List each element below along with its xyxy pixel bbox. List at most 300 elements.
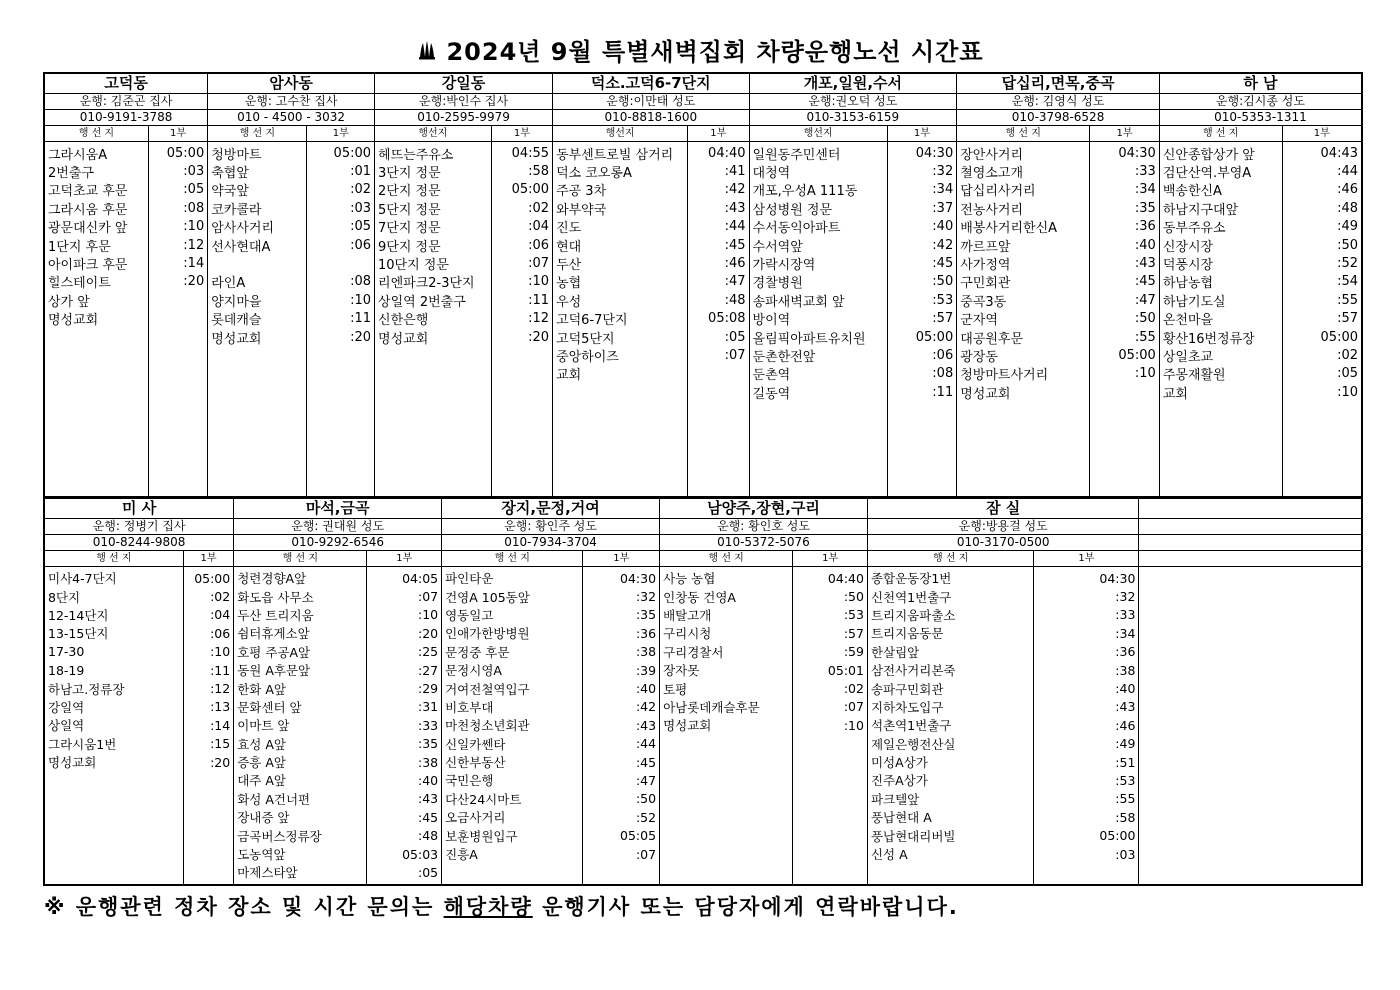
stop-time: :46 <box>1337 182 1358 198</box>
stop-name: 하남농협 <box>1162 276 1214 292</box>
stop-name: 두산 트리지움 <box>237 607 314 623</box>
stop-name: 광장동 <box>960 350 998 365</box>
route-driver: 운행:이만태 성도 <box>553 94 749 110</box>
stop-time: :53 <box>932 292 954 308</box>
stop-name: 쳘영소고개 <box>960 166 1024 182</box>
stop-time: :45 <box>1134 274 1156 290</box>
stop-name: 농협 <box>556 276 582 292</box>
stop-time: :43 <box>1134 256 1156 272</box>
part-header: 1부 <box>887 126 957 142</box>
route-phone: 010 - 4500 - 3032 <box>208 110 375 126</box>
stop-name: 전농사거리 <box>960 202 1024 218</box>
stop-time: 04:30 <box>620 570 657 586</box>
stop-name: 풍납현대리버빌 <box>870 828 956 844</box>
stop-time: :08 <box>932 366 954 382</box>
part-header: 1부 <box>688 126 749 142</box>
stop-name: 중앙하이즈 <box>556 350 619 365</box>
stop-time: :35 <box>635 607 657 623</box>
stop-name: 롯데캐슬 <box>211 313 262 329</box>
stop-name: 고덕5단지 <box>556 331 615 347</box>
route-header: 행 선 지 <box>1159 126 1282 142</box>
stop-name: 올림픽아파트유치원 <box>752 331 866 347</box>
empty-cell <box>1139 498 1362 519</box>
stop-time: :46 <box>724 256 746 272</box>
stop-time: :05 <box>350 219 372 235</box>
stop-time: :11 <box>932 384 954 400</box>
stop-name: 현대 <box>556 239 582 255</box>
stop-name: 교회 <box>556 368 582 384</box>
route-name: 미 사 <box>44 498 234 519</box>
stops-column <box>660 567 793 885</box>
stop-name: 그라시움1번 <box>48 736 117 752</box>
stop-name: 13-15단지 <box>48 626 109 642</box>
times-column <box>1034 567 1139 885</box>
title-text: 2024년 9월 특별새벽집회 차량운행노선 시간표 <box>446 38 984 66</box>
stop-name: 암사사거리 <box>211 221 275 237</box>
stop-name: 선사현대A <box>211 239 271 255</box>
stop-name: 청련경향A앞 <box>237 571 307 587</box>
stop-name: 호평 주공A앞 <box>237 644 311 660</box>
route-driver: 운행:박인수 집사 <box>375 94 553 110</box>
stop-time: 04:43 <box>1320 145 1358 161</box>
stop-name: 명성교회 <box>378 331 429 347</box>
stop-time: :02 <box>350 182 372 198</box>
route-driver: 운행: 김준곤 집사 <box>44 94 208 110</box>
stop-name: 신성 A <box>870 847 908 863</box>
stop-time: :05 <box>417 864 439 880</box>
stop-name: 개포,우성A 111동 <box>752 184 858 200</box>
stop-name: 이마트 앞 <box>237 718 290 734</box>
route-phone: 010-3153-6159 <box>749 110 957 126</box>
footer-underline: 해당차량 <box>443 895 533 919</box>
stop-time: :02 <box>1337 347 1358 363</box>
stop-time: :57 <box>843 625 864 641</box>
stop-time: :37 <box>932 200 954 216</box>
stop-name: 진주A상가 <box>870 773 928 789</box>
stop-name: 국민은행 <box>445 773 494 789</box>
stop-time: :20 <box>528 329 550 345</box>
stop-time: :04 <box>210 607 231 623</box>
stop-time <box>310 254 371 272</box>
stop-time: :48 <box>1337 200 1358 216</box>
stop-name: 거여전철역입구 <box>445 681 530 697</box>
stop-time: :44 <box>635 736 657 752</box>
stop-name: 마제스타앞 <box>237 865 298 881</box>
stop-name: 장자못 <box>663 663 700 679</box>
stops-column <box>208 142 307 498</box>
route-header: 행선지 <box>375 126 492 142</box>
stop-name: 9단지 정문 <box>378 239 441 255</box>
stop-time: :42 <box>932 237 954 253</box>
stop-time: :25 <box>417 644 439 660</box>
stop-name: 석촌역1번출구 <box>870 718 952 734</box>
stop-time: :10 <box>1337 384 1358 400</box>
route-header: 행 선 지 <box>660 551 793 567</box>
route-header: 행 선 지 <box>44 126 148 142</box>
stop-name: 파크텔앞 <box>870 791 920 807</box>
stop-time: :06 <box>528 237 550 253</box>
stop-name: 두산 <box>556 258 582 274</box>
stop-time: :45 <box>932 256 954 272</box>
part-header: 1부 <box>148 126 207 142</box>
stop-name: 화도읍 사무소 <box>237 589 314 605</box>
stop-time: :49 <box>1115 736 1136 752</box>
stop-time: :14 <box>210 717 231 733</box>
stop-name: 송파구민회관 <box>870 681 944 697</box>
stop-name: 약국앞 <box>211 184 249 200</box>
route-driver: 운행: 황인주 성도 <box>442 519 660 535</box>
stop-time: 05:01 <box>827 662 864 678</box>
top-schedule-table <box>43 72 1363 498</box>
stop-name: 우성 <box>556 294 582 310</box>
stop-time: :31 <box>417 699 439 715</box>
route-driver: 운행: 황인호 성도 <box>660 519 868 535</box>
stop-time: 04:30 <box>915 145 954 161</box>
times-column <box>307 142 375 498</box>
stop-time: 05:00 <box>511 182 550 198</box>
stop-name: 17-30 <box>48 644 85 660</box>
stop-name: 고덕6-7단지 <box>556 313 628 329</box>
stops-column <box>375 142 492 498</box>
stop-name: 문정중 후문 <box>445 644 510 660</box>
stop-time: :20 <box>210 754 231 770</box>
stop-name: 상가 앞 <box>48 294 90 310</box>
stop-time: :05 <box>724 329 746 345</box>
stop-time: :04 <box>528 219 550 235</box>
route-driver: 운행: 김영식 성도 <box>957 94 1160 110</box>
route-phone: 010-9292-6546 <box>234 535 442 551</box>
stop-time: :43 <box>724 200 746 216</box>
stop-time: 05:03 <box>402 846 439 862</box>
stop-time: :43 <box>635 717 657 733</box>
stop-name: 구리경찰서 <box>663 644 724 660</box>
stop-time: :50 <box>932 274 954 290</box>
stop-name: 경찰병원 <box>752 276 803 292</box>
stop-time: :10 <box>210 644 231 660</box>
stop-name: 진흥A <box>445 847 478 863</box>
route-phone: 010-5372-5076 <box>660 535 868 551</box>
stop-name: 명성교회 <box>960 386 1011 402</box>
stop-name: 검단산역.부영A <box>1162 166 1252 182</box>
stop-name: 그라시움 후문 <box>48 202 128 218</box>
stop-time: :10 <box>528 274 550 290</box>
stop-time: :40 <box>417 772 439 788</box>
stop-time: :45 <box>635 754 657 770</box>
stop-time: :20 <box>350 329 372 345</box>
stop-name: 동원 A후문앞 <box>237 663 311 679</box>
stop-name: 지하차도입구 <box>870 699 944 715</box>
stop-time: :55 <box>1115 791 1136 807</box>
route-name: 강일동 <box>375 73 553 94</box>
stop-time: 05:05 <box>620 828 657 844</box>
route-name: 고덕동 <box>44 73 208 94</box>
route-phone: 010-3170-0500 <box>867 535 1138 551</box>
stop-time: :05 <box>183 182 205 198</box>
stop-name: 문정시영A <box>445 663 502 679</box>
stop-name: 송파새벽교회 앞 <box>752 294 845 310</box>
stop-name: 길동역 <box>752 386 791 402</box>
route-phone: 010-3798-6528 <box>957 110 1160 126</box>
stop-time: :40 <box>635 681 657 697</box>
stop-time: :59 <box>843 644 864 660</box>
stop-time: :55 <box>1337 292 1358 308</box>
stop-time: :29 <box>417 681 439 697</box>
stop-time: :48 <box>724 292 746 308</box>
stop-time: :36 <box>1115 644 1136 660</box>
stop-time: :03 <box>183 164 205 180</box>
stop-time: 04:05 <box>402 570 439 586</box>
stop-time: :08 <box>350 274 372 290</box>
stop-time: :50 <box>843 589 864 605</box>
stop-name: 하남기도실 <box>1162 294 1226 310</box>
stop-name: 트리지움파출소 <box>870 607 956 623</box>
stop-name: 신장시장 <box>1162 239 1214 255</box>
empty-cell <box>1139 551 1362 567</box>
stop-name: 둔촌한전앞 <box>752 350 816 365</box>
route-phone: 010-8818-1600 <box>553 110 749 126</box>
part-header: 1부 <box>1090 126 1160 142</box>
times-column <box>1090 142 1160 498</box>
stop-name: 군자역 <box>960 313 998 329</box>
stop-time: :39 <box>635 662 657 678</box>
stop-name: 리엔파크2-3단지 <box>378 276 475 292</box>
stop-name: 문화센터 앞 <box>237 699 302 715</box>
stop-name: 3단지 정문 <box>378 166 441 182</box>
stop-name: 삼성병원 정문 <box>752 202 832 218</box>
stop-name: 명성교회 <box>48 755 97 771</box>
stop-name: 답십리사거리 <box>960 184 1036 200</box>
part-header: 1부 <box>367 551 442 567</box>
stop-time: :06 <box>932 347 954 363</box>
route-phone: 010-7934-3704 <box>442 535 660 551</box>
stop-name: 대주 A앞 <box>237 773 286 789</box>
stop-time: :38 <box>1115 662 1136 678</box>
stop-name: 교회 <box>1162 386 1188 402</box>
route-phone: 010-9191-3788 <box>44 110 208 126</box>
bottom-schedule-table <box>43 497 1363 886</box>
stop-time: :52 <box>635 809 657 825</box>
stop-name: 양지마을 <box>211 294 262 310</box>
stop-name: 토평 <box>663 681 688 697</box>
times-column <box>688 142 749 498</box>
stop-time: 05:00 <box>166 145 205 161</box>
stop-name: 명성교회 <box>211 331 262 347</box>
stop-name: 트리지움동문 <box>870 626 944 642</box>
stop-name: 장내증 앞 <box>237 810 290 826</box>
stop-time: :07 <box>724 347 746 363</box>
stop-name: 인애가한방병원 <box>445 626 530 642</box>
stop-time: :14 <box>183 256 205 272</box>
stop-time: 05:00 <box>1118 347 1156 363</box>
stop-name: 구리시청 <box>663 626 712 642</box>
stop-time: :32 <box>635 589 657 605</box>
stop-name: 한살림앞 <box>870 644 920 660</box>
times-column <box>583 567 660 885</box>
stop-name: 가락시장역 <box>752 258 816 274</box>
stop-time: :03 <box>350 200 372 216</box>
stop-name: 종합운동장1번 <box>870 571 952 587</box>
stop-name: 방이역 <box>752 313 791 329</box>
stop-time: :36 <box>1134 219 1156 235</box>
empty-cell <box>1139 535 1362 551</box>
stop-time: :05 <box>1337 366 1358 382</box>
stop-name: 수서동익아파트 <box>752 221 841 237</box>
page-title <box>0 32 1400 67</box>
stop-time: :07 <box>843 699 864 715</box>
stop-time: :11 <box>210 662 231 678</box>
stop-name: 명성교회 <box>663 718 712 734</box>
stop-time: :06 <box>350 237 372 253</box>
stop-time: :12 <box>528 311 550 327</box>
stop-name: 주공 3차 <box>556 184 607 200</box>
part-header: 1부 <box>1282 126 1362 142</box>
route-driver: 운행: 고수찬 집사 <box>208 94 375 110</box>
stop-time: :40 <box>932 219 954 235</box>
times-column <box>367 567 442 885</box>
route-phone: 010-5353-1311 <box>1159 110 1362 126</box>
stop-name: 7단지 정문 <box>378 221 441 237</box>
stop-time: :49 <box>1337 219 1358 235</box>
stop-time: :50 <box>1134 311 1156 327</box>
stop-time: 04:30 <box>1099 570 1136 586</box>
stops-column <box>442 567 583 885</box>
stop-time: :43 <box>1115 699 1136 715</box>
stop-time: :33 <box>1115 607 1136 623</box>
stop-name: 까르프앞 <box>960 239 1011 255</box>
stop-name: 동부센트로빌 삼거리 <box>556 147 674 163</box>
stop-time: :32 <box>932 164 954 180</box>
stop-name: 동부주유소 <box>1162 221 1226 237</box>
stop-name: 구민회관 <box>960 276 1011 292</box>
route-header: 행 선 지 <box>442 551 583 567</box>
times-column <box>148 142 207 498</box>
stop-name: 대청역 <box>752 166 791 182</box>
stop-name: 영동일고 <box>445 607 494 623</box>
stop-time: :06 <box>210 625 231 641</box>
stop-name: 하남고.정류장 <box>48 681 125 697</box>
stop-time: :54 <box>1337 274 1358 290</box>
stop-name: 중곡3동 <box>960 294 1007 310</box>
footer-notice: ※ 운행관련 정차 장소 및 시간 문의는 해당차량 운행기사 또는 담당자에게 연락바랍니다. <box>44 895 959 919</box>
stop-name: 5단지 정문 <box>378 202 441 218</box>
stops-column <box>1159 142 1282 498</box>
stops-column <box>44 567 183 885</box>
part-header: 1부 <box>491 126 552 142</box>
stop-time: :10 <box>1134 366 1156 382</box>
route-name: 마석,금곡 <box>234 498 442 519</box>
stop-name: 화성 A건너편 <box>237 791 311 807</box>
stop-time: :02 <box>528 200 550 216</box>
stop-name: 18-19 <box>48 662 85 678</box>
stop-name: 헤뜨는주유소 <box>378 147 454 163</box>
stop-name: 미성A상가 <box>870 755 928 771</box>
stop-time: :57 <box>1337 311 1358 327</box>
stop-time: :15 <box>210 736 231 752</box>
stop-time: :07 <box>417 589 439 605</box>
stop-time: :02 <box>210 589 231 605</box>
stop-name: 한화 A앞 <box>237 681 286 697</box>
stop-time: :40 <box>1115 681 1136 697</box>
stop-name: 축협앞 <box>211 166 249 182</box>
stop-time: :34 <box>1115 625 1136 641</box>
stop-time: :38 <box>417 754 439 770</box>
stop-time: :08 <box>183 200 205 216</box>
route-header: 행 선 지 <box>867 551 1034 567</box>
stop-time: :10 <box>183 219 205 235</box>
stop-time: 04:55 <box>511 145 550 161</box>
stop-time: 05:00 <box>333 145 372 161</box>
empty-cell <box>1139 567 1362 885</box>
stop-name: 덕풍시장 <box>1162 258 1214 274</box>
stop-time: :13 <box>210 699 231 715</box>
part-header: 1부 <box>583 551 660 567</box>
stop-time: :57 <box>932 311 954 327</box>
stop-time: :55 <box>1134 329 1156 345</box>
stop-time: :41 <box>724 164 746 180</box>
stop-name: 오금사거리 <box>445 810 506 826</box>
stop-time: :35 <box>417 736 439 752</box>
stop-name: 인창동 건영A <box>663 589 736 605</box>
stop-name: 배탈고개 <box>663 607 712 623</box>
stop-time: :20 <box>183 274 205 290</box>
stop-name: 배봉사거리한신A <box>960 221 1058 237</box>
stop-time: :10 <box>843 717 864 733</box>
stop-time: :53 <box>843 607 864 623</box>
route-driver: 운행:방용걸 성도 <box>867 519 1138 535</box>
stop-name: 도농역앞 <box>237 847 286 863</box>
stop-name: 파인타운 <box>445 571 494 587</box>
route-name: 남양주,장현,구리 <box>660 498 868 519</box>
stop-name: 신한부동산 <box>445 755 506 771</box>
stop-time: :12 <box>210 681 231 697</box>
stop-name: 강일역 <box>48 699 85 715</box>
stop-name: 광문대신카 앞 <box>48 221 128 237</box>
part-header: 1부 <box>793 551 868 567</box>
times-column <box>1282 142 1362 498</box>
stop-time: :07 <box>528 256 550 272</box>
stop-name: 신안종합상가 앞 <box>1162 147 1255 163</box>
stop-time: :33 <box>1134 164 1156 180</box>
stop-name: 수서역앞 <box>752 239 803 255</box>
stop-time: 04:40 <box>708 145 746 161</box>
stop-name: 온천마을 <box>1162 313 1214 329</box>
stop-time: :43 <box>417 791 439 807</box>
stop-time: :35 <box>1134 200 1156 216</box>
route-driver: 운행: 권대원 성도 <box>234 519 442 535</box>
stop-name: 2단지 정문 <box>378 184 441 200</box>
stop-name: 건영A 105동앞 <box>445 589 530 605</box>
stop-name: 비호부대 <box>445 699 494 715</box>
stop-name: 상일역 <box>48 718 85 734</box>
route-header: 행선지 <box>553 126 688 142</box>
stop-time: :10 <box>417 607 439 623</box>
route-name: 개포,일원,수서 <box>749 73 957 94</box>
route-driver: 운행:권오덕 성도 <box>749 94 957 110</box>
stop-name: 장안사거리 <box>960 147 1024 163</box>
route-header: 행 선 지 <box>44 551 183 567</box>
stop-time: :10 <box>350 292 372 308</box>
stops-column <box>553 142 688 498</box>
stop-time: :46 <box>1115 717 1136 733</box>
stop-time: :11 <box>528 292 550 308</box>
stop-name: 청방마트사거리 <box>960 368 1049 384</box>
stops-column <box>234 567 367 885</box>
stop-time: :42 <box>635 699 657 715</box>
stop-name: 하남지구대앞 <box>1162 202 1239 218</box>
route-name: 하 남 <box>1159 73 1362 94</box>
stop-time: :03 <box>1115 846 1136 862</box>
times-column <box>887 142 957 498</box>
